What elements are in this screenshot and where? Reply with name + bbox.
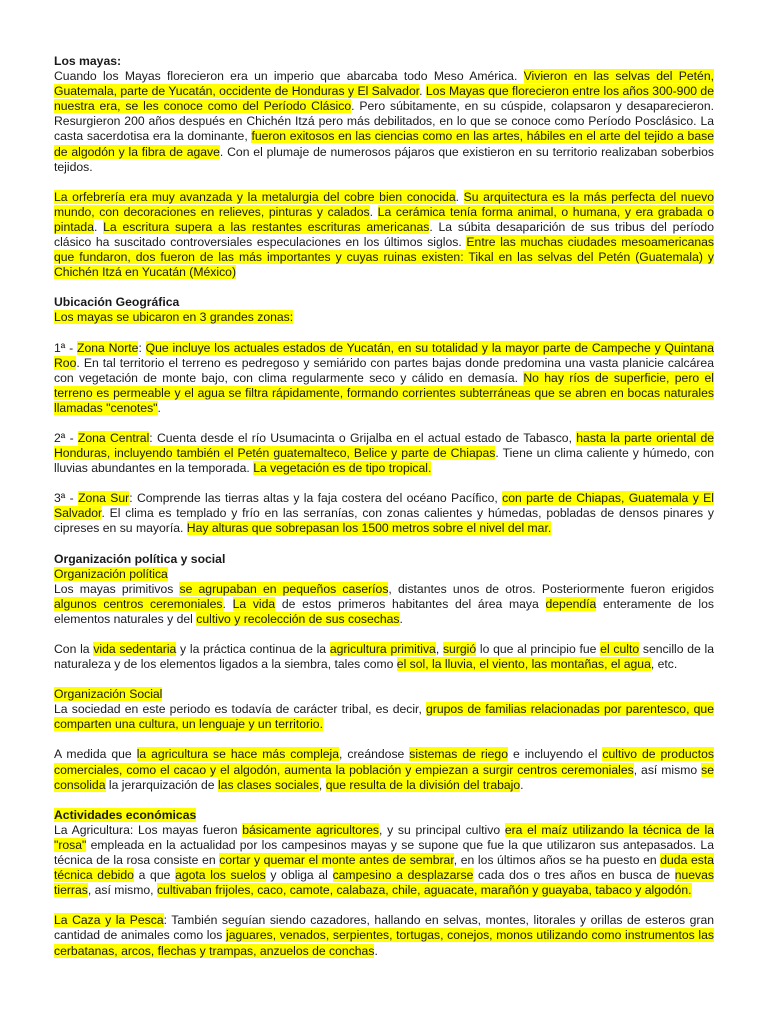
text-run: .: [419, 84, 426, 99]
text-run: . Pero súbitamente, en su cúspide, colapsaron y desaparecieron. Resurgieron 200 años después en Chichén Itzá pero más debilitados, en lo que se conoce como Período Posclásico. La casta sacerdotisa era la dominante,: [54, 99, 714, 144]
text-run: Los mayas primitivos: [54, 581, 180, 596]
highlighted-text: Que incluye los actuales estados de Yucatán, en su totalidad y la mayor parte de Campeche y Quintana Roo: [54, 340, 714, 370]
text-run: 1ª -: [54, 340, 78, 355]
paragraph-organizacion-social: [54, 702, 714, 732]
paragraph-orfebreria: [54, 190, 714, 281]
text-run: , y su principal cultivo: [379, 822, 505, 837]
paragraph-spacer: [54, 175, 714, 190]
text-run: :: [138, 340, 146, 355]
text-run: de estos primeros habitantes del área maya: [275, 596, 546, 611]
highlighted-text: No hay ríos de superficie, pero el terreno es permeable y el agua se filtra rápidamente, formando corrientes subterráneas que se abren en bocas naturales llamadas "cenotes": [54, 370, 714, 415]
highlighted-text: agricultura primitiva: [329, 642, 436, 656]
paragraph-agricultura: [54, 823, 714, 898]
highlighted-text: Organización política: [54, 566, 168, 581]
paragraph-zona-norte: [54, 341, 714, 416]
text-run: 3ª -: [54, 491, 79, 506]
highlighted-text: Zona Norte: [77, 340, 139, 355]
highlighted-text: que resulta de la división del trabajo: [325, 777, 521, 792]
highlighted-text: vida sedentaria: [93, 642, 177, 656]
text-run: empleada en la actualidad por los campesinos mayas y se supone que fue la que utilizaron sus antepasados. La técnica de la rosa consiste en: [54, 837, 714, 868]
text-run: .: [369, 204, 378, 219]
text-run: y la práctica continua de la: [176, 642, 330, 656]
text-run: A medida que: [54, 747, 137, 762]
text-run: . El clima es templado y frío en las serranías, con zonas calientes y húmedas, pobladas de densos pinares y cipreses en su mayoría.: [54, 506, 714, 536]
highlighted-text: las clases sociales: [217, 777, 319, 792]
text-run: Ubicación Geográfica: [54, 295, 180, 310]
text-run: . Con el plumaje de numerosos pájaros que existieron en su territorio realizaban soberbios tejidos.: [54, 144, 714, 174]
highlighted-text: surgió: [442, 642, 477, 656]
highlighted-text: grupos de familias relacionadas por parentesco, que comparten una cultura, un lenguaje y un territorio.: [54, 702, 714, 732]
highlighted-text: Actividades económicas: [54, 807, 197, 822]
text-run: , creándose: [339, 747, 410, 762]
highlighted-text: duda esta técnica debido: [54, 853, 714, 883]
text-run: .: [157, 400, 161, 415]
highlighted-text: hasta la parte oriental de Honduras, incluyendo también el Petén guatemalteco, Belice y parte de Chiapas: [54, 430, 715, 461]
section-heading-actividades: [54, 808, 714, 823]
highlighted-text: Organización Social: [54, 687, 163, 702]
highlighted-text: agota los suelos: [175, 868, 266, 883]
paragraph-spacer: [54, 280, 714, 295]
paragraph-spacer: [54, 793, 714, 808]
highlighted-text: nuevas tierras: [54, 868, 714, 898]
highlighted-text: La Caza y la Pesca: [54, 913, 164, 928]
text-run: .: [93, 219, 104, 234]
text-run: sencillo de la naturaleza y de los elementos ligados a la siembra, tales como: [54, 642, 715, 672]
paragraph-spacer: [54, 416, 714, 431]
highlighted-text: La vegetación es de tipo tropical.: [253, 461, 432, 476]
text-run: : También seguían siendo cazadores, hallando en selvas, montes, litorales y orillas de esteros gran cantidad de animales como los: [54, 913, 714, 943]
text-run: Organización política y social: [54, 551, 226, 566]
text-run: Los mayas:: [54, 54, 122, 68]
highlighted-text: cultivo y recolección de sus cosechas: [196, 611, 400, 626]
highlighted-text: Hay alturas que sobrepasan los 1500 metros sobre el nivel del mar.: [186, 521, 552, 536]
section-heading-organizacion: [54, 552, 714, 567]
highlighted-text: La vida: [232, 596, 276, 611]
highlighted-text: fueron exitosos en las ciencias como en las artes, hábiles en el arte del tejido a base de algodón y la fibra de agave: [54, 129, 714, 159]
text-run: , así mismo,: [87, 883, 157, 898]
highlighted-text: el sol, la lluvia, el viento, las montañas, el agua: [396, 657, 651, 672]
paragraph-caza-pesca: [54, 913, 714, 958]
highlighted-text: Zona Central: [77, 430, 150, 445]
highlighted-text: dependía: [545, 596, 597, 611]
text-run: Cuando los Mayas florecieron era un imperio que abarcaba todo Meso América.: [54, 69, 524, 84]
text-run: . La súbita desaparición de sus tribus del período clásico ha suscitado controversiales especulaciones en los últimos siglos.: [54, 219, 714, 250]
highlighted-text: jaguares, venados, serpientes, tortugas, conejos, monos utilizando como instrumentos las cerbatanas, arcos, flechas y trampas, anzuelos de conchas: [54, 928, 714, 958]
highlighted-text: La orfebrería era muy avanzada y la metalurgia del cobre bien conocida: [54, 189, 456, 204]
text-run: La Agricultura: Los mayas fueron: [54, 822, 243, 837]
paragraph-spacer: [54, 476, 714, 491]
paragraph-zona-sur: [54, 491, 714, 536]
paragraph-zonas-intro: [54, 310, 714, 325]
text-run: , etc.: [650, 657, 678, 672]
paragraph-spacer: [54, 627, 714, 642]
section-heading-ubicacion: [54, 295, 714, 310]
paragraph-intro: [54, 69, 714, 175]
text-run: Con la: [54, 642, 94, 656]
highlighted-text: se agrupaban en pequeños caseríos: [179, 581, 389, 596]
text-run: ,: [435, 642, 443, 656]
paragraph-agricultura-compleja: [54, 747, 714, 792]
highlighted-text: campesino a desplazarse: [332, 868, 474, 883]
text-run: , distantes unos de otros. Posteriormente fueron erigidos: [388, 581, 715, 596]
text-run: ,: [318, 777, 326, 792]
subheading-organizacion-politica: [54, 567, 714, 582]
highlighted-text: básicamente agricultores: [242, 822, 379, 837]
text-run: .: [399, 611, 403, 626]
text-run: : Cuenta desde el río Usumacinta o Grijalba en el actual estado de Tabasco,: [149, 430, 577, 445]
highlighted-text: se consolida: [54, 762, 714, 792]
highlighted-text: La escritura supera a las restantes escrituras americanas: [103, 219, 430, 234]
paragraph-spacer: [54, 732, 714, 747]
highlighted-text: La cerámica tenía forma animal, o humana, y era grabada o pintada: [54, 204, 714, 234]
text-run: , así mismo: [633, 762, 702, 777]
paragraph-spacer: [54, 898, 714, 913]
highlighted-text: algunos centros ceremoniales: [54, 596, 223, 611]
text-run: lo que al principio fue: [476, 642, 601, 656]
document-page: [54, 54, 714, 959]
text-run: .: [374, 943, 378, 958]
text-run: cada dos o tres años en busca de: [473, 868, 675, 883]
highlighted-text: cultivo de productos comerciales, como el cacao y el algodón, aumenta la población y empiezan a surgir centros ceremoniales: [54, 747, 714, 777]
highlighted-text: era el maíz utilizando la técnica de la "rosa": [54, 822, 714, 852]
text-run: .: [520, 777, 524, 792]
highlighted-text: Entre las muchas ciudades mesoamericanas que fundaron, dos fueron de las más importantes y cuyas ruinas existen: Tikal en las selvas del Petén (Guatemala) y Chichén Itzá en Yucatán (México): [54, 235, 714, 280]
paragraph-vida-sedentaria: [54, 642, 714, 672]
section-heading-los-mayas: [54, 54, 714, 69]
highlighted-text: Zona Sur: [78, 491, 130, 506]
highlighted-text: con parte de Chiapas, Guatemala y El Salvador: [54, 491, 714, 521]
text-run: la jerarquización de: [105, 777, 218, 792]
text-run: 2ª -: [54, 430, 78, 445]
highlighted-text: Los Mayas que florecieron entre los años 300-900 de nuestra era, se les conoce como del Período Clásico: [54, 84, 714, 114]
text-run: . Tiene un clima caliente y húmedo, con lluvias abundantes en la temporada.: [54, 446, 714, 476]
text-run: e incluyendo el: [507, 747, 603, 762]
highlighted-text: Su arquitectura es la más perfecta del nuevo mundo, con decoraciones en relieves, pinturas y calados: [54, 189, 714, 219]
text-run: a que: [133, 868, 176, 883]
paragraph-zona-central: [54, 431, 714, 476]
paragraph-organizacion-politica: [54, 582, 714, 627]
paragraph-spacer: [54, 326, 714, 341]
text-run: .: [455, 189, 464, 204]
text-run: .: [222, 596, 233, 611]
text-run: : Comprende las tierras altas y la faja costera del océano Pacífico,: [129, 491, 503, 506]
text-run: y obliga al: [265, 868, 333, 883]
paragraph-spacer: [54, 672, 714, 687]
highlighted-text: cortar y quemar el monte antes de sembrar: [219, 853, 454, 868]
text-run: , en los últimos años se ha puesto en: [453, 853, 661, 868]
text-run: . En tal territorio el terreno es pedregoso y semiárido con partes bajas donde predomina una vasta planicie calcárea con vegetación de monte bajo, con clima regularmente seco y cálido en demasía.: [54, 355, 714, 385]
paragraph-spacer: [54, 537, 714, 552]
subheading-organizacion-social: [54, 687, 714, 702]
highlighted-text: sistemas de riego: [409, 747, 508, 762]
highlighted-text: el culto: [600, 642, 640, 656]
highlighted-text: la agricultura se hace más compleja: [136, 747, 340, 762]
highlighted-text: cultivaban frijoles, caco, camote, calabaza, chile, aguacate, marañón y guayaba, tabaco y algodón.: [156, 883, 692, 898]
highlighted-text: Vivieron en las selvas del Petén, Guatemala, parte de Yucatán, occidente de Honduras y El Salvador: [54, 69, 714, 99]
text-run: La sociedad en este periodo es todavía de carácter tribal, es decir,: [54, 702, 427, 717]
text-run: enteramente de los elementos naturales y del: [54, 596, 714, 626]
highlighted-text: Los mayas se ubicaron en 3 grandes zonas:: [54, 310, 294, 325]
